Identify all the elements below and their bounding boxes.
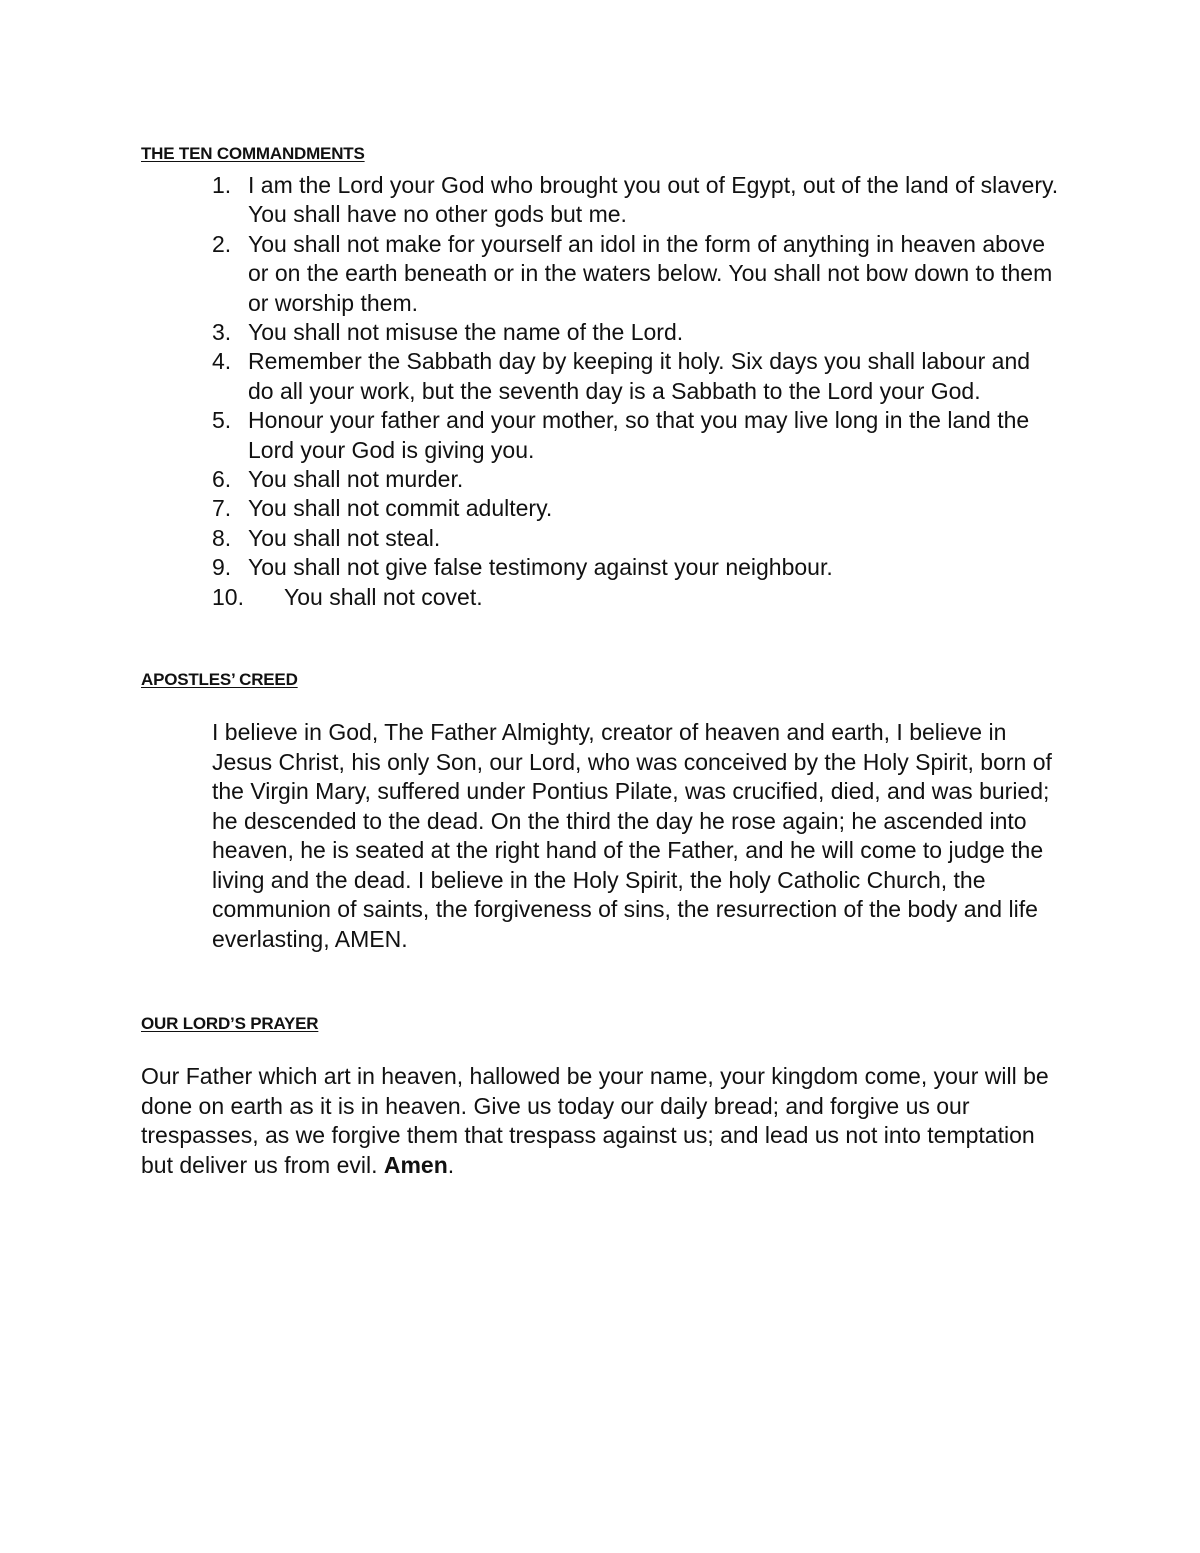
commandment-item bbox=[0, 583, 1060, 612]
commandments-list bbox=[0, 171, 1060, 612]
commandment-item bbox=[0, 406, 1060, 465]
commandment-item bbox=[0, 230, 1060, 318]
commandment-text: You shall not make for yourself an idol in the form of anything in heaven above or on the earth beneath or in the waters below. You shall not bow down to them or worship them. bbox=[248, 230, 1053, 316]
commandment-item bbox=[0, 465, 1060, 494]
commandment-number: 6. bbox=[212, 466, 232, 493]
commandment-text: You shall not give false testimony against your neighbour. bbox=[248, 554, 833, 581]
commandment-item bbox=[0, 347, 1060, 406]
commandment-text: Remember the Sabbath day by keeping it holy. Six days you shall labour and do all your work, but the seventh day is a Sabbath to the Lord your God. bbox=[248, 348, 1031, 404]
commandment-number: 4. bbox=[212, 348, 232, 375]
commandment-text: You shall not misuse the name of the Lord. bbox=[248, 319, 684, 346]
commandment-text: You shall not commit adultery. bbox=[248, 495, 553, 522]
lords-prayer-paragraph bbox=[141, 1062, 1056, 1180]
lords-prayer-closing-punct: . bbox=[447, 1151, 455, 1178]
commandment-number: 3. bbox=[212, 319, 232, 346]
commandment-text: I am the Lord your God who brought you out of Egypt, out of the land of slavery. You shall have no other gods but me. bbox=[248, 172, 1059, 228]
lords-prayer-heading: OUR LORD’S PRAYER bbox=[141, 1014, 319, 1033]
commandment-number: 5. bbox=[212, 407, 232, 434]
commandment-item bbox=[0, 553, 1060, 582]
commandment-item bbox=[0, 171, 1060, 230]
commandment-item bbox=[0, 318, 1060, 347]
commandment-number: 9. bbox=[212, 554, 232, 581]
commandment-number: 10. bbox=[212, 583, 244, 610]
commandment-number: 2. bbox=[212, 230, 232, 257]
commandment-number: 8. bbox=[212, 524, 232, 551]
lords-prayer-text: Our Father which art in heaven, hallowed be your name, your kingdom come, your will be done on earth as it is in heaven. Give us today our daily bread; and forgive us our trespasses, as we forgive them that trespass against us; and lead us not into temptation but deliver us from evil. bbox=[141, 1063, 1049, 1178]
apostles-creed-heading: APOSTLES’ CREED bbox=[141, 670, 298, 689]
commandment-number: 1. bbox=[212, 172, 232, 198]
commandment-number: 7. bbox=[212, 495, 232, 522]
lords-prayer-closing: Amen bbox=[383, 1151, 448, 1178]
commandment-text: Honour your father and your mother, so that you may live long in the land the Lord your God is giving you. bbox=[248, 407, 1030, 463]
commandment-text: You shall not covet. bbox=[284, 583, 483, 610]
commandment-item bbox=[0, 494, 1060, 523]
commandment-item bbox=[0, 524, 1060, 553]
commandment-text: You shall not murder. bbox=[248, 466, 464, 493]
commandment-text: You shall not steal. bbox=[248, 524, 441, 551]
ten-commandments-heading: THE TEN COMMANDMENTS bbox=[141, 144, 365, 163]
apostles-creed-text: I believe in God, The Father Almighty, creator of heaven and earth, I believe in Jesus Christ, his only Son, our Lord, who was conceived by the Holy Spirit, born of the Virgin Mary, suffered under Pontius Pilate, was crucified, died, and was buried; he descended to the dead. On the third the day he rose again; he ascended into heaven, he is seated at the right hand of the Father, and he will come to judge the living and the dead. I believe in the Holy Spirit, the holy Catholic Church, the communion of saints, the forgiveness of sins, the resurrection of the body and life everlasting, AMEN. bbox=[212, 719, 1052, 952]
